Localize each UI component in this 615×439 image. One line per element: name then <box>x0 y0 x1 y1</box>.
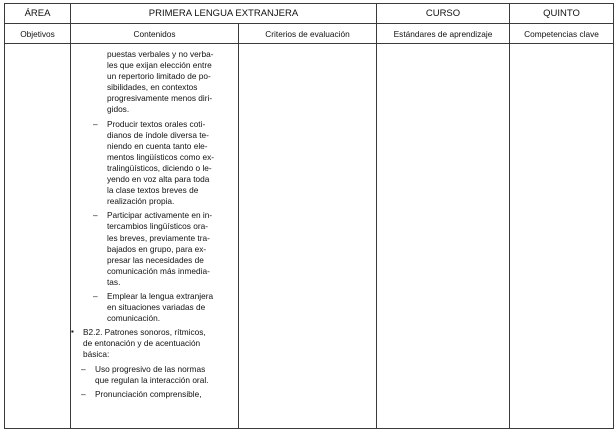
text-line: niendo en cuenta tanto ele- <box>107 140 208 151</box>
text-line: Emplear la lengua extranjera <box>107 290 214 301</box>
text-line: Uso progresivo de las normas <box>95 363 206 374</box>
contenidos-content <box>71 44 238 400</box>
objetivos-cell <box>5 44 71 429</box>
course-label: CURSO <box>377 4 510 24</box>
text-line: la clase textos breves de <box>107 185 199 196</box>
text-line: básica: <box>83 349 110 360</box>
text-line: dianos de índole diversa te- <box>107 129 209 140</box>
col-estandares: Estándares de aprendizaje <box>377 24 510 44</box>
dash-marker: – <box>93 118 98 129</box>
list-item <box>71 291 234 324</box>
text-line: realización propia. <box>107 196 175 207</box>
text-line: en situaciones variadas de <box>107 302 206 313</box>
header-row <box>5 4 614 24</box>
text-line: sibilidades, en contextos <box>107 82 198 93</box>
text-line: tralingüísticos, diciendo o le- <box>107 162 212 173</box>
text-line: Pronunciación comprensible, <box>95 388 202 399</box>
text-line: presar las necesidades de <box>107 254 204 265</box>
list-item <box>71 119 234 208</box>
dash-marker: – <box>81 388 86 399</box>
competencias-cell <box>510 44 614 429</box>
text-line: Participar activamente en in- <box>107 210 213 221</box>
text-line: que regulan la interacción oral. <box>95 374 209 385</box>
column-header-row <box>5 24 614 44</box>
dash-marker: – <box>93 210 98 221</box>
course-value: QUINTO <box>510 4 614 24</box>
square-bullet-icon: ▪ <box>71 327 74 337</box>
bullet-item <box>71 327 234 360</box>
list-item <box>71 389 234 400</box>
subject-name: PRIMERA LENGUA EXTRANJERA <box>71 4 377 24</box>
text-line: progresivamente menos diri- <box>107 93 213 104</box>
col-contenidos: Contenidos <box>71 24 239 44</box>
area-label: ÁREA <box>5 4 71 24</box>
col-criterios: Criterios de evaluación <box>239 24 377 44</box>
contenidos-cell <box>71 44 239 429</box>
list-item <box>71 210 234 288</box>
text-line: yendo en voz alta para toda <box>107 174 210 185</box>
text-line: un repertorio limitado de po- <box>107 71 211 82</box>
text-line: comunicación más inmedia- <box>107 265 210 276</box>
body-row <box>5 44 614 429</box>
list-item <box>71 364 234 386</box>
criterios-cell <box>239 44 377 429</box>
sub-list <box>71 364 234 400</box>
text-line: puestas verbales y no verba- <box>107 49 214 59</box>
text-line: bajados en grupo, para ex- <box>107 243 207 254</box>
text-line: gidos. <box>107 104 130 115</box>
curriculum-table <box>4 3 614 429</box>
text-line: mentos lingüísticos como ex- <box>107 151 214 162</box>
col-objetivos: Objetivos <box>5 24 71 44</box>
estandares-cell <box>377 44 510 429</box>
text-line: les breves, previamente tra- <box>107 232 210 243</box>
col-competencias: Competencias clave <box>510 24 614 44</box>
dash-marker: – <box>93 290 98 301</box>
text-line: B2.2. Patrones sonoros, rítmicos, <box>83 327 206 338</box>
text-line: les que exijan elección entre <box>107 60 212 71</box>
dash-marker: – <box>81 363 86 374</box>
text-line: tas. <box>107 276 121 287</box>
text-line: de entonación y de acentuación <box>83 338 201 349</box>
continuation-text <box>71 49 234 116</box>
text-line: comunicación. <box>107 313 161 324</box>
text-line: tercambios lingüísticos ora- <box>107 221 208 232</box>
text-line: Producir textos orales coti- <box>107 118 206 129</box>
